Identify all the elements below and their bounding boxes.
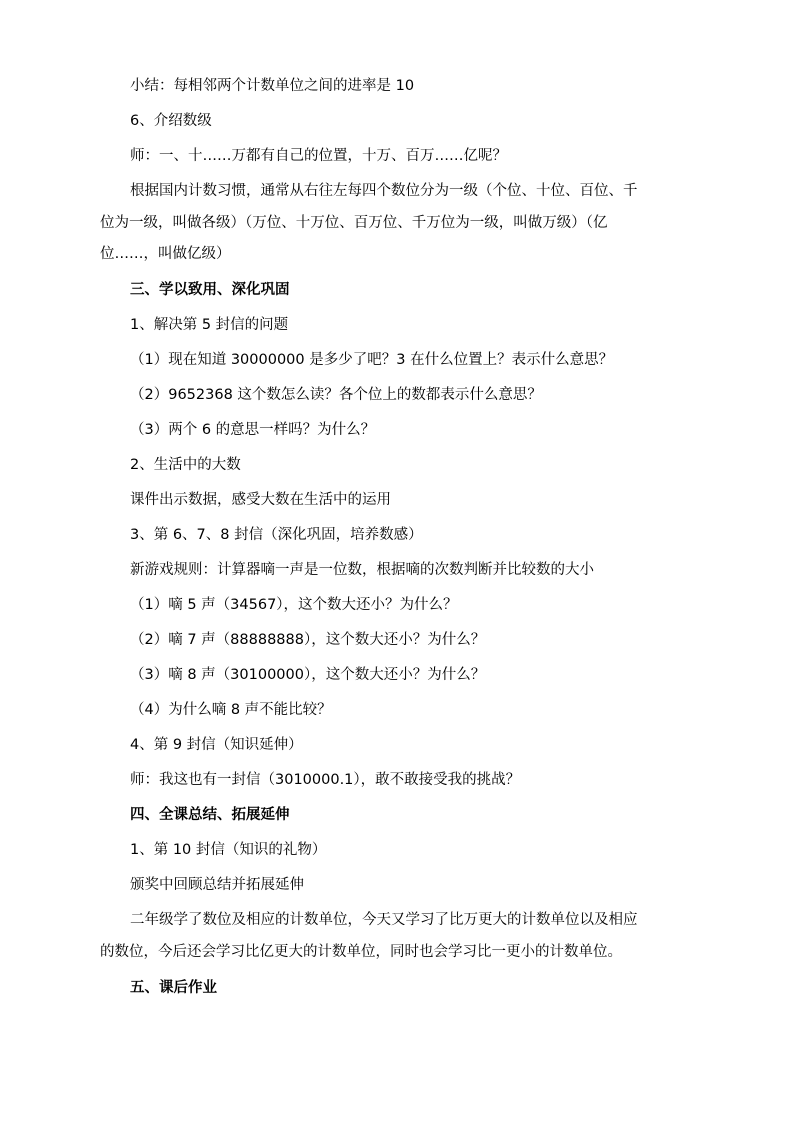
summary-line: 小结：每相邻两个计数单位之间的进率是 10: [130, 78, 415, 94]
award-review-line: 颁奖中回顾总结并拓展延伸: [130, 877, 304, 893]
item-letter-10: 1、第 10 封信（知识的礼物）: [130, 842, 327, 858]
section-heading-summary: 四、全课总结、拓展延伸: [130, 807, 290, 823]
beep-question-4: （4）为什么嘀 8 声不能比较？: [130, 702, 332, 718]
question-1: （1）现在知道 30000000 是多少了吧？3 在什么位置上？表示什么意思？: [130, 352, 614, 368]
step-heading-number-levels: 6、介绍数级: [130, 113, 212, 129]
section-heading-apply: 三、学以致用、深化巩固: [130, 282, 290, 298]
courseware-line: 课件出示数据，感受大数在生活中的运用: [130, 492, 391, 508]
game-rules-line: 新游戏规则：计算器嘀一声是一位数，根据嘀的次数判断并比较数的大小: [130, 562, 594, 578]
paragraph-line-1: 根据国内计数习惯，通常从右往左每四个数位分为一级（个位、十位、百位、千: [130, 183, 638, 199]
paragraph-line-2: 位为一级，叫做各级）（万位、十万位、百万位、千万位为一级，叫做万级）（亿: [100, 215, 608, 231]
beep-question-3: （3）嘀 8 声（30100000），这个数大还小？为什么？: [130, 667, 486, 683]
item-big-numbers-in-life: 2、生活中的大数: [130, 457, 241, 473]
item-letters-6-7-8: 3、第 6、7、8 封信（深化巩固，培养数感）: [130, 527, 423, 543]
teacher-question-line: 师：一、十……万都有自己的位置，十万、百万……亿呢？: [130, 148, 507, 164]
question-3: （3）两个 6 的意思一样吗？为什么？: [130, 422, 376, 438]
closing-paragraph-line-2: 的数位，今后还会学习比亿更大的计数单位，同时也会学习比一更小的计数单位。: [100, 944, 622, 960]
beep-question-1: （1）嘀 5 声（34567），这个数大还小？为什么？: [130, 597, 458, 613]
section-heading-homework: 五、课后作业: [130, 980, 217, 996]
closing-paragraph-line-1: 二年级学了数位及相应的计数单位，今天又学习了比万更大的计数单位以及相应: [130, 912, 638, 928]
beep-question-2: （2）嘀 7 声（88888888），这个数大还小？为什么？: [130, 632, 486, 648]
paragraph-line-3: 位……，叫做亿级）: [100, 246, 231, 262]
teacher-challenge-line: 师：我这也有一封信（3010000.1），敢不敢接受我的挑战？: [130, 772, 521, 788]
item-letter-9: 4、第 9 封信（知识延伸）: [130, 737, 303, 753]
item-letter-5: 1、解决第 5 封信的问题: [130, 317, 289, 333]
question-2: （2）9652368 这个数怎么读？各个位上的数都表示什么意思？: [130, 387, 542, 403]
